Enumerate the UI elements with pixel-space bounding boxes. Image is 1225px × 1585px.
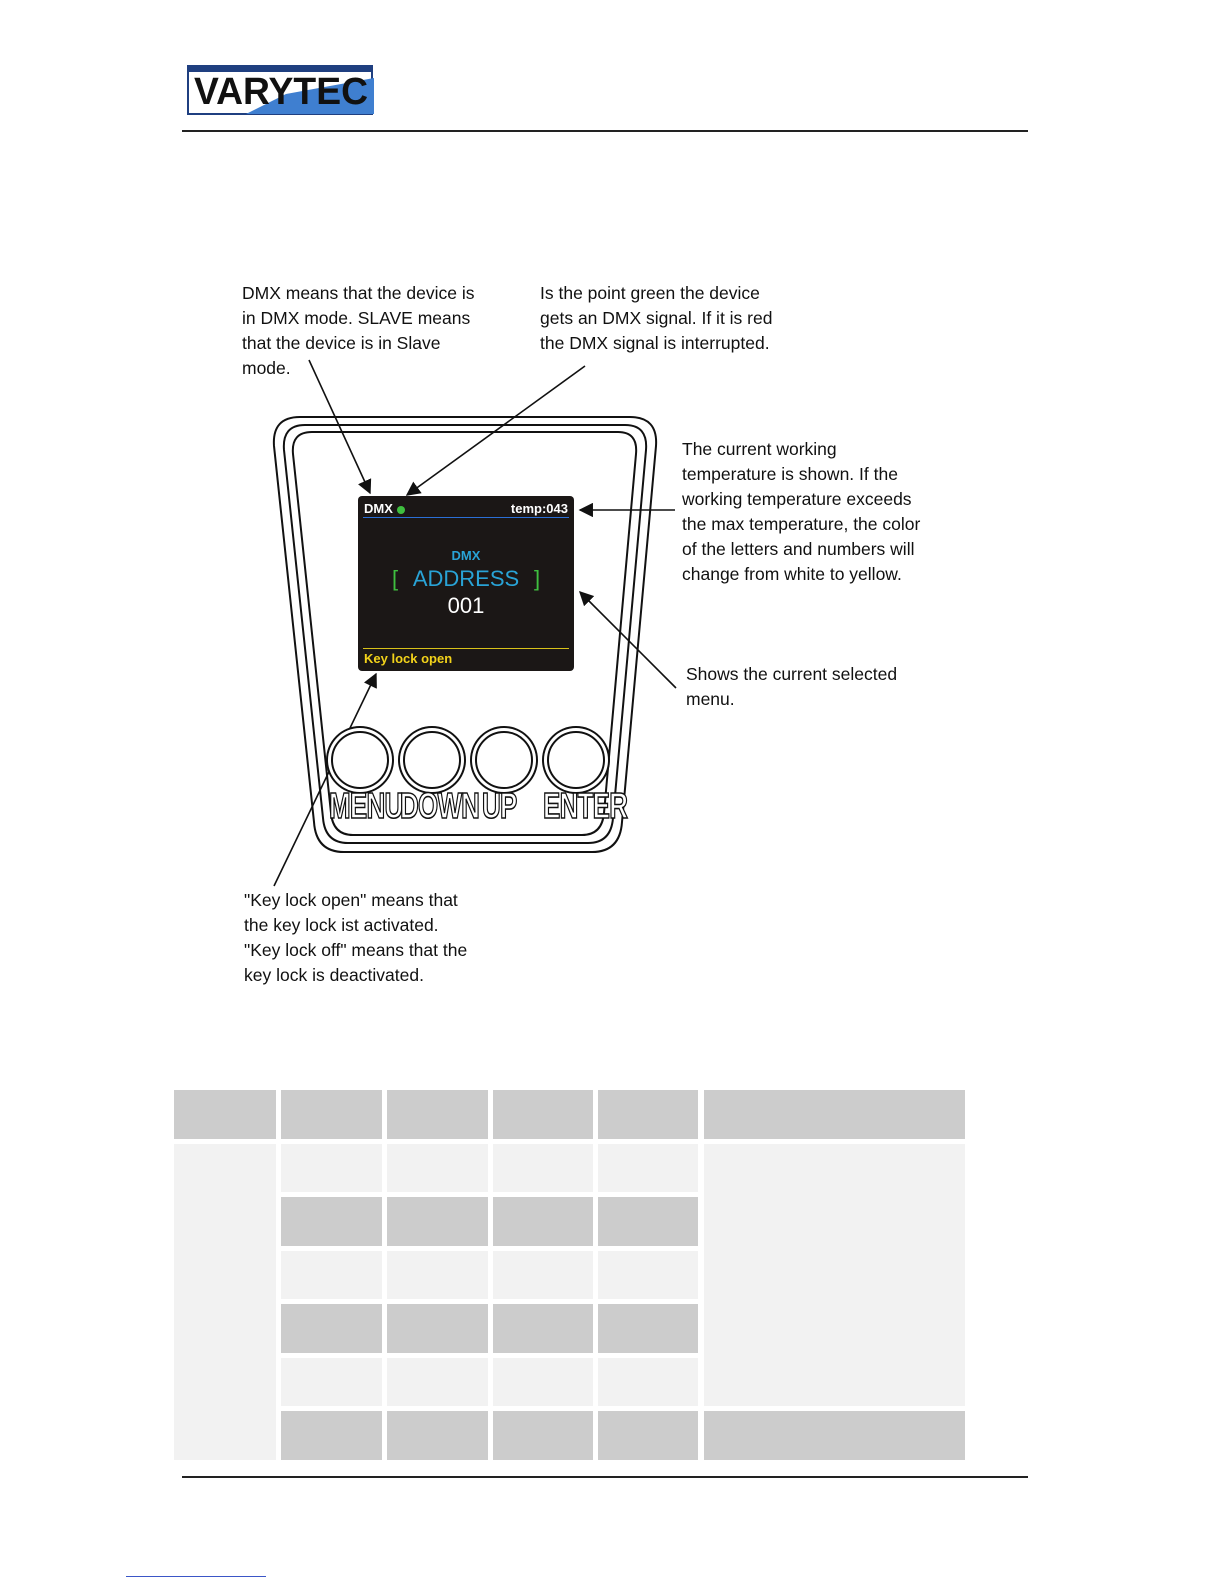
display-top-rule [363,517,569,518]
display-mode: DMX [364,501,393,516]
table-cell [598,1197,698,1246]
menu-button[interactable] [331,731,389,789]
up-button[interactable] [475,731,533,789]
table-cell [493,1411,593,1460]
table-header-cell [387,1090,488,1139]
table-cell [387,1144,488,1192]
down-button-label: DOWN [400,785,480,826]
table-cell [281,1197,382,1246]
table-cell [387,1251,488,1299]
table-cell [281,1358,382,1406]
enter-button[interactable] [547,731,605,789]
table-cell [493,1144,593,1192]
table-header-cell [281,1090,382,1139]
table-cell [598,1251,698,1299]
table-cell [281,1411,382,1460]
table-cell [598,1144,698,1192]
display-bracket-left: [ [392,566,399,591]
display-bracket-right: ] [534,566,541,591]
menu-button-label: MENU [329,785,403,826]
display-title: ADDRESS [412,566,520,591]
display-bottom-rule [363,648,569,649]
table-cell [493,1304,593,1353]
table-cell [281,1144,382,1192]
table-cell [493,1251,593,1299]
table-cell [387,1197,488,1246]
annotation-mode: DMX means that the device is in DMX mode. SLAVE means that the device is in Slave mode. [242,283,475,378]
table-cell [598,1358,698,1406]
up-button-label: UP [482,785,517,826]
annotation-signal: Is the point green the device gets an DMX signal. If it is red the DMX signal is interrupted. [540,283,773,353]
table-cell [598,1304,698,1353]
down-button[interactable] [403,731,461,789]
annotation-temperature: The current working temperature is shown. If the working temperature exceeds the max temperature, the color of the letters and numbers will change from white to yellow. [682,439,921,584]
table-cell [387,1304,488,1353]
display-value: 001 [447,593,485,618]
table-cell [704,1144,965,1406]
table-header-cell [493,1090,593,1139]
table-cell [493,1358,593,1406]
display-temperature: temp:043 [510,501,568,516]
table-cell [387,1411,488,1460]
table-header-cell [598,1090,698,1139]
signal-dot-icon [397,506,405,514]
table-cell [493,1197,593,1246]
display-screen [358,496,574,671]
footer-link-underline[interactable] [126,1576,266,1577]
table-cell [174,1144,276,1460]
table-cell [281,1304,382,1353]
table-header-cell [174,1090,276,1139]
annotation-menu: Shows the current selected menu. [686,664,898,709]
display-key-lock: Key lock open [364,651,453,666]
pointer-signal [407,366,585,495]
enter-button-label: ENTER [543,785,628,826]
table-cell [387,1358,488,1406]
annotation-key-lock: "Key lock open" means that the key lock ist activated. "Key lock off" means that the key lock is deactivated. [244,890,468,985]
pointer-menu [580,592,676,688]
table-cell [598,1411,698,1460]
table-cell [281,1251,382,1299]
table-cell [704,1411,965,1460]
table-header-cell [704,1090,965,1139]
display-menu: DMX [451,548,481,563]
footer-rule [182,1476,1028,1478]
svg-text:VARYTEC: VARYTEC [194,71,368,113]
